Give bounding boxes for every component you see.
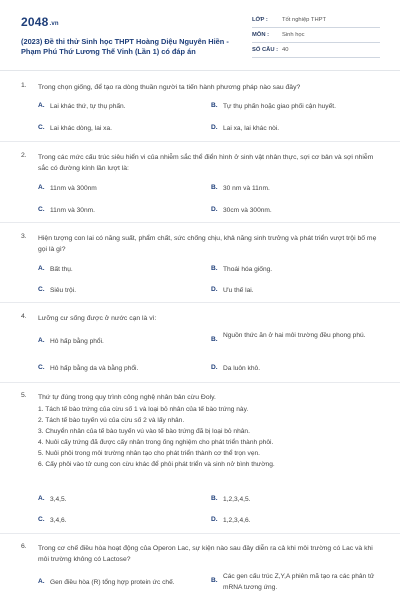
logo-suffix: .vn	[49, 21, 59, 27]
step-item: 1. Tách tế bào trứng của cừu số 1 và loại bỏ nhân của tế bào trứng này.	[38, 406, 249, 413]
option-letter: B.	[211, 336, 218, 343]
question-number: 6.	[21, 543, 27, 550]
option-d[interactable]	[211, 364, 373, 375]
header-divider	[0, 70, 400, 71]
logo-main: 2048	[21, 15, 49, 29]
meta-val-lop: Tốt nghiệp THPT	[282, 17, 327, 23]
option-d[interactable]	[211, 206, 373, 217]
option-a[interactable]	[38, 337, 200, 348]
option-letter: B.	[211, 265, 218, 272]
exam-meta-table	[252, 13, 380, 58]
step-item: 3. Chuyển nhân của tế bào tuyến vú vào tế bào trứng đã bị loại bỏ nhân.	[38, 428, 250, 435]
option-text: Lai khác dòng, lai xa.	[50, 125, 112, 132]
option-a[interactable]	[38, 184, 200, 195]
option-letter: A.	[38, 337, 45, 344]
step-list	[38, 404, 381, 470]
question-divider	[0, 222, 400, 223]
meta-val-socau: 40	[282, 47, 289, 53]
option-text: Bất thụ.	[50, 266, 73, 273]
option-a[interactable]	[38, 578, 210, 589]
meta-val-mon: Sinh học	[282, 32, 305, 38]
option-letter: C.	[38, 206, 45, 213]
step-item: 4. Nuôi cấy trứng đã được cấy nhân trong ống nghiệm cho phát triển thành phôi.	[38, 439, 274, 446]
question-divider	[0, 382, 400, 383]
option-text: 11nm và 300nm	[50, 185, 97, 192]
question-number: 5.	[21, 392, 27, 399]
option-a[interactable]	[38, 102, 200, 113]
option-text: 30 nm và 11nm.	[223, 185, 270, 192]
option-b[interactable]	[211, 184, 373, 195]
option-letter: B.	[211, 495, 218, 502]
question-number: 3.	[21, 233, 27, 240]
option-b[interactable]	[211, 102, 373, 113]
option-b[interactable]	[211, 572, 383, 593]
option-letter: B.	[211, 184, 218, 191]
question-text: Lưỡng cư sống được ở nước cạn là vì:	[38, 315, 157, 322]
question-text: Trong chọn giống, để tạo ra dòng thuần người ta tiến hành phương pháp nào sau đây?	[38, 84, 301, 91]
option-text: Tự thụ phấn hoặc giao phối cận huyết.	[223, 103, 336, 110]
option-text: 1,2,3,4,5.	[223, 496, 251, 503]
meta-key-lop: LỚP :	[252, 17, 268, 23]
option-letter: A.	[38, 102, 45, 109]
option-d[interactable]	[211, 124, 373, 135]
meta-row-socau	[252, 43, 380, 58]
option-letter: A.	[38, 184, 45, 191]
option-text: Gen điều hòa (R) tổng hợp protein ức chế.	[50, 579, 175, 586]
option-text: 30cm và 300nm.	[223, 207, 272, 214]
question-number: 2.	[21, 152, 27, 159]
option-text: Hô hấp bằng phổi.	[50, 338, 104, 345]
option-text: Lai khác thứ, tự thụ phấn.	[50, 103, 126, 110]
option-text: Da luôn khô.	[223, 365, 261, 372]
step-item: 5. Nuôi phôi trong môi trường nhân tạo cho phát triển thành cơ thể trọn vẹn.	[38, 450, 260, 457]
question-text: Thứ tự đúng trong quy trình công nghệ nhân bản cừu Đoly.	[38, 394, 216, 401]
meta-row-mon	[252, 28, 380, 43]
option-d[interactable]	[211, 516, 373, 527]
page-header	[0, 0, 400, 66]
option-a[interactable]	[38, 495, 200, 506]
option-c[interactable]	[38, 364, 200, 375]
option-b[interactable]	[211, 495, 373, 506]
question-divider	[0, 302, 400, 303]
step-item: 6. Cấy phôi vào tử cung con cừu khác để phôi phát triển và sinh nở bình thường.	[38, 461, 275, 468]
option-text: Ưu thế lai.	[223, 287, 254, 294]
question-divider	[0, 141, 400, 142]
option-text: Các gen cấu trúc Z,Y,A phiên mã tạo ra các phân tử mRNA tương ứng.	[223, 573, 375, 591]
question-divider	[0, 533, 400, 534]
step-item: 2. Tách tế bào tuyến vú của cừu số 2 và lấy nhân.	[38, 417, 185, 424]
option-c[interactable]	[38, 286, 200, 297]
option-letter: A.	[38, 578, 45, 585]
meta-row-lop	[252, 13, 380, 28]
option-a[interactable]	[38, 265, 200, 276]
option-letter: D.	[211, 364, 218, 371]
option-letter: C.	[38, 124, 45, 131]
option-letter: B.	[211, 102, 218, 109]
question-number: 4.	[21, 313, 27, 320]
option-text: Nguồn thức ăn ở hai môi trường đều phong phú.	[223, 332, 366, 339]
option-c[interactable]	[38, 124, 200, 135]
option-c[interactable]	[38, 516, 200, 527]
option-letter: D.	[211, 124, 218, 131]
option-letter: A.	[38, 495, 45, 502]
option-text: 3,4,5.	[50, 496, 67, 503]
option-text: Lai xa, lai khác nòi.	[223, 125, 280, 132]
question-number: 1.	[21, 82, 27, 89]
option-letter: C.	[38, 516, 45, 523]
option-letter: C.	[38, 286, 45, 293]
option-c[interactable]	[38, 206, 200, 217]
option-letter: B.	[211, 577, 218, 584]
meta-key-mon: MÔN :	[252, 32, 270, 38]
option-letter: C.	[38, 364, 45, 371]
site-logo[interactable]	[21, 15, 59, 29]
question-text: Trong cơ chế điều hòa hoạt động của Operon Lac, sự kiện nào sau đây diễn ra cả khi môi trường có Lac và khi môi trường không có Lactose?	[38, 545, 373, 563]
option-b[interactable]	[211, 331, 368, 343]
meta-key-socau: SỐ CÂU :	[252, 47, 279, 53]
option-d[interactable]	[211, 286, 373, 297]
question-text: Hiện tượng con lai có năng suất, phẩm chất, sức chống chịu, khả năng sinh trưởng và phát triển vượt trội bố mẹ gọi là gì?	[38, 235, 377, 253]
option-letter: D.	[211, 206, 218, 213]
option-letter: A.	[38, 265, 45, 272]
exam-title: (2023) Đề thi thử Sinh học THPT Hoàng Diệu Nguyên Hiền - Phạm Phú Thứ Lương Thế Vinh (Lần 1) có đáp án	[21, 37, 229, 56]
option-text: 1,2,3,4,6.	[223, 517, 251, 524]
option-text: 3,4,6.	[50, 517, 67, 524]
question-text: Trong các mức cấu trúc siêu hiển vi của nhiễm sắc thể điển hình ở sinh vật nhân thực, sợi cơ bản và sợi nhiễm sắc có đường kính lần lượt là:	[38, 154, 374, 172]
option-letter: D.	[211, 516, 218, 523]
option-text: 11nm và 30nm.	[50, 207, 95, 214]
option-text: Thoái hóa giống.	[223, 266, 273, 273]
option-letter: D.	[211, 286, 218, 293]
option-text: Hô hấp bằng da và bằng phổi.	[50, 365, 139, 372]
option-text: Siêu trội.	[50, 287, 77, 294]
option-b[interactable]	[211, 265, 373, 276]
